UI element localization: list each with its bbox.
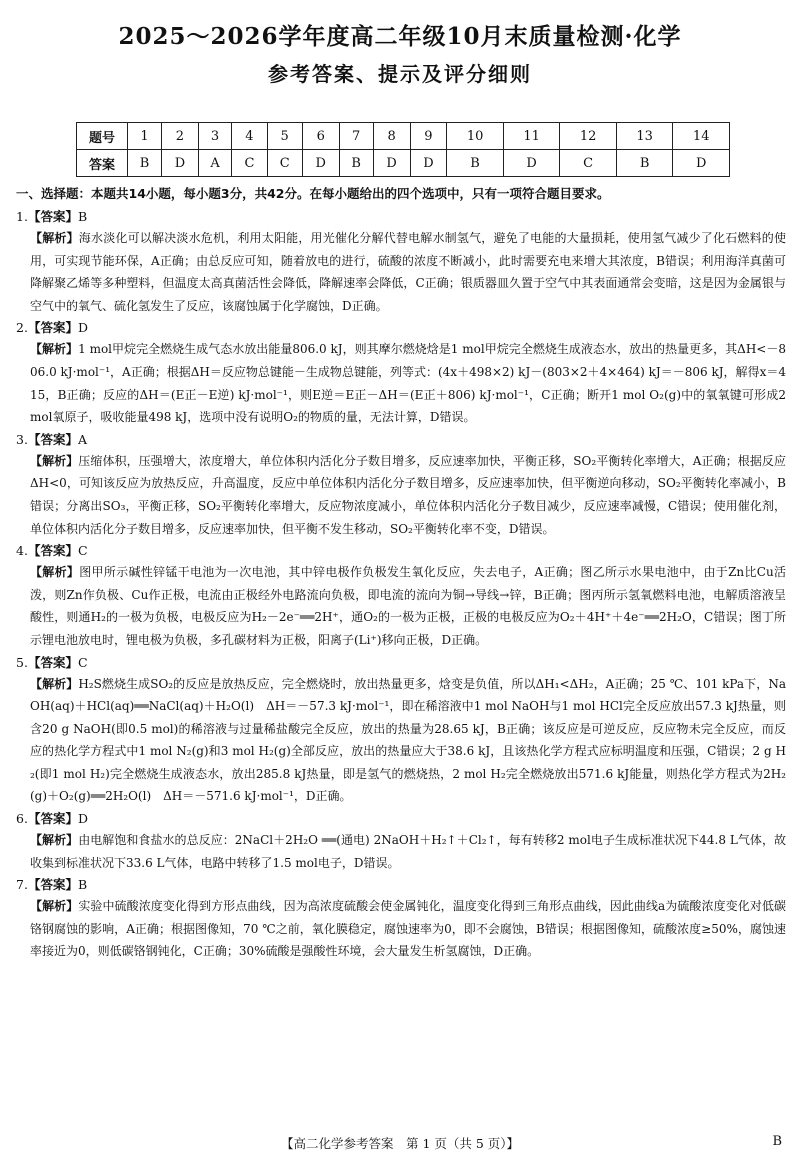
answer-cell: C	[232, 150, 267, 177]
solution-item	[16, 206, 786, 317]
question-number: 6.	[16, 811, 28, 827]
analysis-label: 【解析】	[30, 899, 79, 914]
analysis-text: 1 mol甲烷完全燃烧生成气态水放出能量806.0 kJ，则其摩尔燃烧焓是1 mol甲烷完全燃烧生成液态水，放出的热量更多，其ΔH<－806.0 kJ·mol⁻¹，A正确；根据ΔH＝反应物总键能－生成物总键能，列等式：(4x＋498×2) kJ－(803×2＋4×464) kJ＝－806 kJ，解得x＝415，B正确；反应的ΔH＝(E正－E逆) kJ·mol⁻¹，则E逆＝E正－ΔH＝(E正＋806) kJ·mol⁻¹，C正确；断开1 mol O₂(g)中的氧氧键可形成2 mol氧原子，吸收能量498 kJ，选项中没有说明O₂的物质的量，无法计算，D错误。	[30, 342, 786, 425]
question-number: 2.	[16, 320, 28, 336]
answer-value: B	[77, 209, 88, 224]
answer-label: 【答案】	[27, 877, 78, 893]
analysis-paragraph	[30, 895, 786, 963]
answer-line	[16, 429, 786, 450]
analysis-paragraph	[30, 561, 786, 651]
question-number-cell: 4	[232, 123, 267, 150]
answer-cell: A	[198, 150, 231, 177]
answer-cell: B	[447, 150, 504, 177]
question-number-row	[77, 123, 730, 150]
analysis-paragraph	[30, 673, 786, 809]
analysis-text: H₂S燃烧生成SO₂的反应是放热反应，完全燃烧时，放出热量更多，焓变是负值，所以ΔH₁<ΔH₂，A正确；25 ℃、101 kPa下，NaOH(aq)＋HCl(aq)══NaCl(aq)＋H₂O(l) ΔH＝－57.3 kJ·mol⁻¹，即在稀溶液中1 mol NaOH与1 mol HCl完全反应放出57.3 kJ热量，则含20 g NaOH(即0.5 mol)的稀溶液与过量稀盐酸完全反应，放出的热量为28.65 kJ，B正确；该反应是可逆反应，反应物未完全反应，而反应的热化学方程式中1 mol N₂(g)和3 mol H₂(g)全部反应，放出的热量应大于38.6 kJ，且该热化学方程式应标明温度和压强，C错误；2 g H₂(即1 mol H₂)完全燃烧生成液态水，放出285.8 kJ热量，即是氢气的燃烧热，2 mol H₂完全燃烧放出571.6 kJ能量，则热化学方程式为2H₂(g)＋O₂(g)══2H₂O(l) ΔH＝－571.6 kJ·mol⁻¹，D正确。	[30, 676, 786, 804]
analysis-label: 【解析】	[30, 565, 80, 580]
answer-value: A	[77, 431, 87, 447]
answer-value: D	[77, 811, 88, 827]
analysis-paragraph	[30, 227, 786, 317]
solution-item	[16, 874, 786, 963]
question-number-cell: 13	[616, 123, 673, 150]
analysis-text: 海水淡化可以解决淡水危机，利用太阳能，用光催化分解代替电解水制氢气，避免了电能的大量损耗，使用氢气减少了化石燃料的使用，可实现节能环保，A正确；由总反应可知，随着放电的进行，硫酸的浓度不断减小，此时需要充电来增大其浓度，B错误；利用海洋真菌可降解聚乙烯等多种塑料，但温度太高真菌活性会降低，降解速率会降低，C正确；银质器皿久置于空气中其表面通常会变暗，这是因为金属银与空气中的氧气、硫化氢发生了反应，该腐蚀属于化学腐蚀，D正确。	[30, 231, 786, 313]
page-subtitle: 参考答案、提示及评分细则	[268, 62, 532, 86]
solution-item	[16, 429, 786, 540]
question-number-cell: 14	[673, 123, 730, 150]
analysis-paragraph	[30, 829, 786, 874]
question-number-cell: 8	[373, 123, 410, 150]
analysis-text: 实验中硫酸浓度变化得到方形点曲线，因为高浓度硫酸会使金属钝化，温度变化得到三角形点曲线，因此曲线a为硫酸浓度变化对低碳铬钢腐蚀的影响，A正确；根据图像知，70 ℃之前，氧化膜稳定，腐蚀速率为0，即不会腐蚀，B错误；根据图像知，硫酸浓度≥50%，腐蚀速率接近为0，则低碳铬钢钝化，C正确；30%硫酸是强酸性环境，会大量发生析氢腐蚀，D正确。	[30, 899, 786, 959]
analysis-paragraph	[30, 338, 786, 428]
analysis-paragraph	[30, 450, 786, 540]
analysis-label: 【解析】	[30, 676, 79, 691]
page-title: 2025～2026学年度高二年级10月末质量检测·化学	[118, 23, 682, 50]
version-mark: B	[772, 1134, 782, 1149]
answer-label: 【答案】	[27, 811, 78, 827]
analysis-label: 【解析】	[30, 453, 79, 468]
row-header-answer: 答案	[77, 150, 128, 177]
question-number-cell: 7	[339, 123, 373, 150]
answer-value: B	[77, 877, 88, 893]
answer-label: 【答案】	[27, 654, 78, 670]
analysis-label: 【解析】	[30, 833, 79, 848]
solution-item	[16, 317, 786, 428]
answer-cell: D	[373, 150, 410, 177]
question-number: 5.	[16, 654, 28, 670]
question-number-cell: 11	[503, 123, 560, 150]
row-header-number: 题号	[77, 123, 128, 150]
answer-line	[16, 206, 786, 227]
question-number: 4.	[16, 543, 28, 559]
question-number-cell: 1	[128, 123, 162, 150]
answer-cell: D	[503, 150, 560, 177]
question-number-cell: 3	[198, 123, 231, 150]
answer-cell: B	[339, 150, 373, 177]
analysis-text: 图甲所示碱性锌锰干电池为一次电池，其中锌电极作负极发生氧化反应，失去电子，A正确；图乙所示水果电池中，由于Zn比Cu活泼，则Zn作负极、Cu作正极，电流由正极经外电路流向负极，即电流的流向为铜→导线→锌，B正确；图丙所示氢氧燃料电池，电解质溶液呈酸性，则通H₂的一极为负极，电极反应为H₂－2e⁻══2H⁺，通O₂的一极为正极，正极的电极反应为O₂＋4H⁺＋4e⁻══2H₂O，C错误；图丁所示锂电池放电时，锂电极为负极，多孔碳材料为正极，阳离子(Li⁺)移向正极，D正确。	[30, 565, 786, 647]
solution-item	[16, 652, 786, 809]
section-heading: 一、选择题：本题共14小题，每小题3分，共42分。在每小题给出的四个选项中，只有一项符合题目要求。	[16, 186, 610, 201]
answer-line	[16, 808, 786, 829]
answer-cell: D	[673, 150, 730, 177]
solution-item	[16, 540, 786, 651]
analysis-text: 压缩体积，压强增大，浓度增大，单位体积内活化分子数目增多，反应速率加快，平衡正移，SO₂平衡转化率增大，A正确；根据反应ΔH<0，可知该反应为放热反应，升高温度，反应中单位体积内活化分子数目增多，反应速率加快，但平衡逆向移动，SO₂平衡转化率减小，B错误；分离出SO₃，平衡正移，SO₂平衡转化率增大，反应物浓度减小，单位体积内活化分子数目减少，反应速率减慢，C错误；使用催化剂，单位体积内活化分子数目增多，反应速率加快，但平衡不发生移动，SO₂平衡转化率不变，D错误。	[30, 453, 786, 536]
answer-line	[16, 317, 786, 338]
answer-label: 【答案】	[27, 209, 78, 224]
answer-cell: B	[128, 150, 162, 177]
answer-label: 【答案】	[27, 543, 78, 559]
solution-item	[16, 808, 786, 874]
question-number: 1.	[16, 209, 28, 224]
answer-label: 【答案】	[27, 431, 78, 447]
solutions-list	[16, 206, 786, 963]
question-number-cell: 6	[302, 123, 339, 150]
answer-cell: C	[267, 150, 302, 177]
answer-cell: D	[162, 150, 199, 177]
answer-table	[76, 122, 730, 177]
answer-value: D	[77, 320, 88, 336]
analysis-label: 【解析】	[30, 231, 79, 245]
question-number-cell: 10	[447, 123, 504, 150]
answer-cell: D	[410, 150, 447, 177]
answer-cell: C	[560, 150, 617, 177]
answer-value: C	[77, 543, 88, 559]
answer-row	[77, 150, 730, 177]
answer-line	[16, 874, 786, 895]
answer-line	[16, 540, 786, 561]
question-number-cell: 2	[162, 123, 199, 150]
question-number-cell: 12	[560, 123, 617, 150]
answer-cell: D	[302, 150, 339, 177]
question-number-cell: 9	[410, 123, 447, 150]
question-number: 7.	[16, 877, 28, 893]
answer-value: C	[77, 654, 88, 670]
answer-cell: B	[616, 150, 673, 177]
answer-label: 【答案】	[27, 320, 78, 336]
answer-line	[16, 652, 786, 673]
analysis-text: 由电解饱和食盐水的总反应：2NaCl＋2H₂O ══(通电) 2NaOH＋H₂↑＋Cl₂↑，每有转移2 mol电子生成标准状况下44.8 L气体，故收集到标准状况下33.6 L气体，电路中转移了1.5 mol电子，D错误。	[30, 833, 786, 870]
question-number-cell: 5	[267, 123, 302, 150]
page-footer: 【高二化学参考答案 第 1 页（共 5 页）】	[280, 1136, 520, 1151]
question-number: 3.	[16, 431, 28, 447]
analysis-label: 【解析】	[30, 342, 79, 357]
